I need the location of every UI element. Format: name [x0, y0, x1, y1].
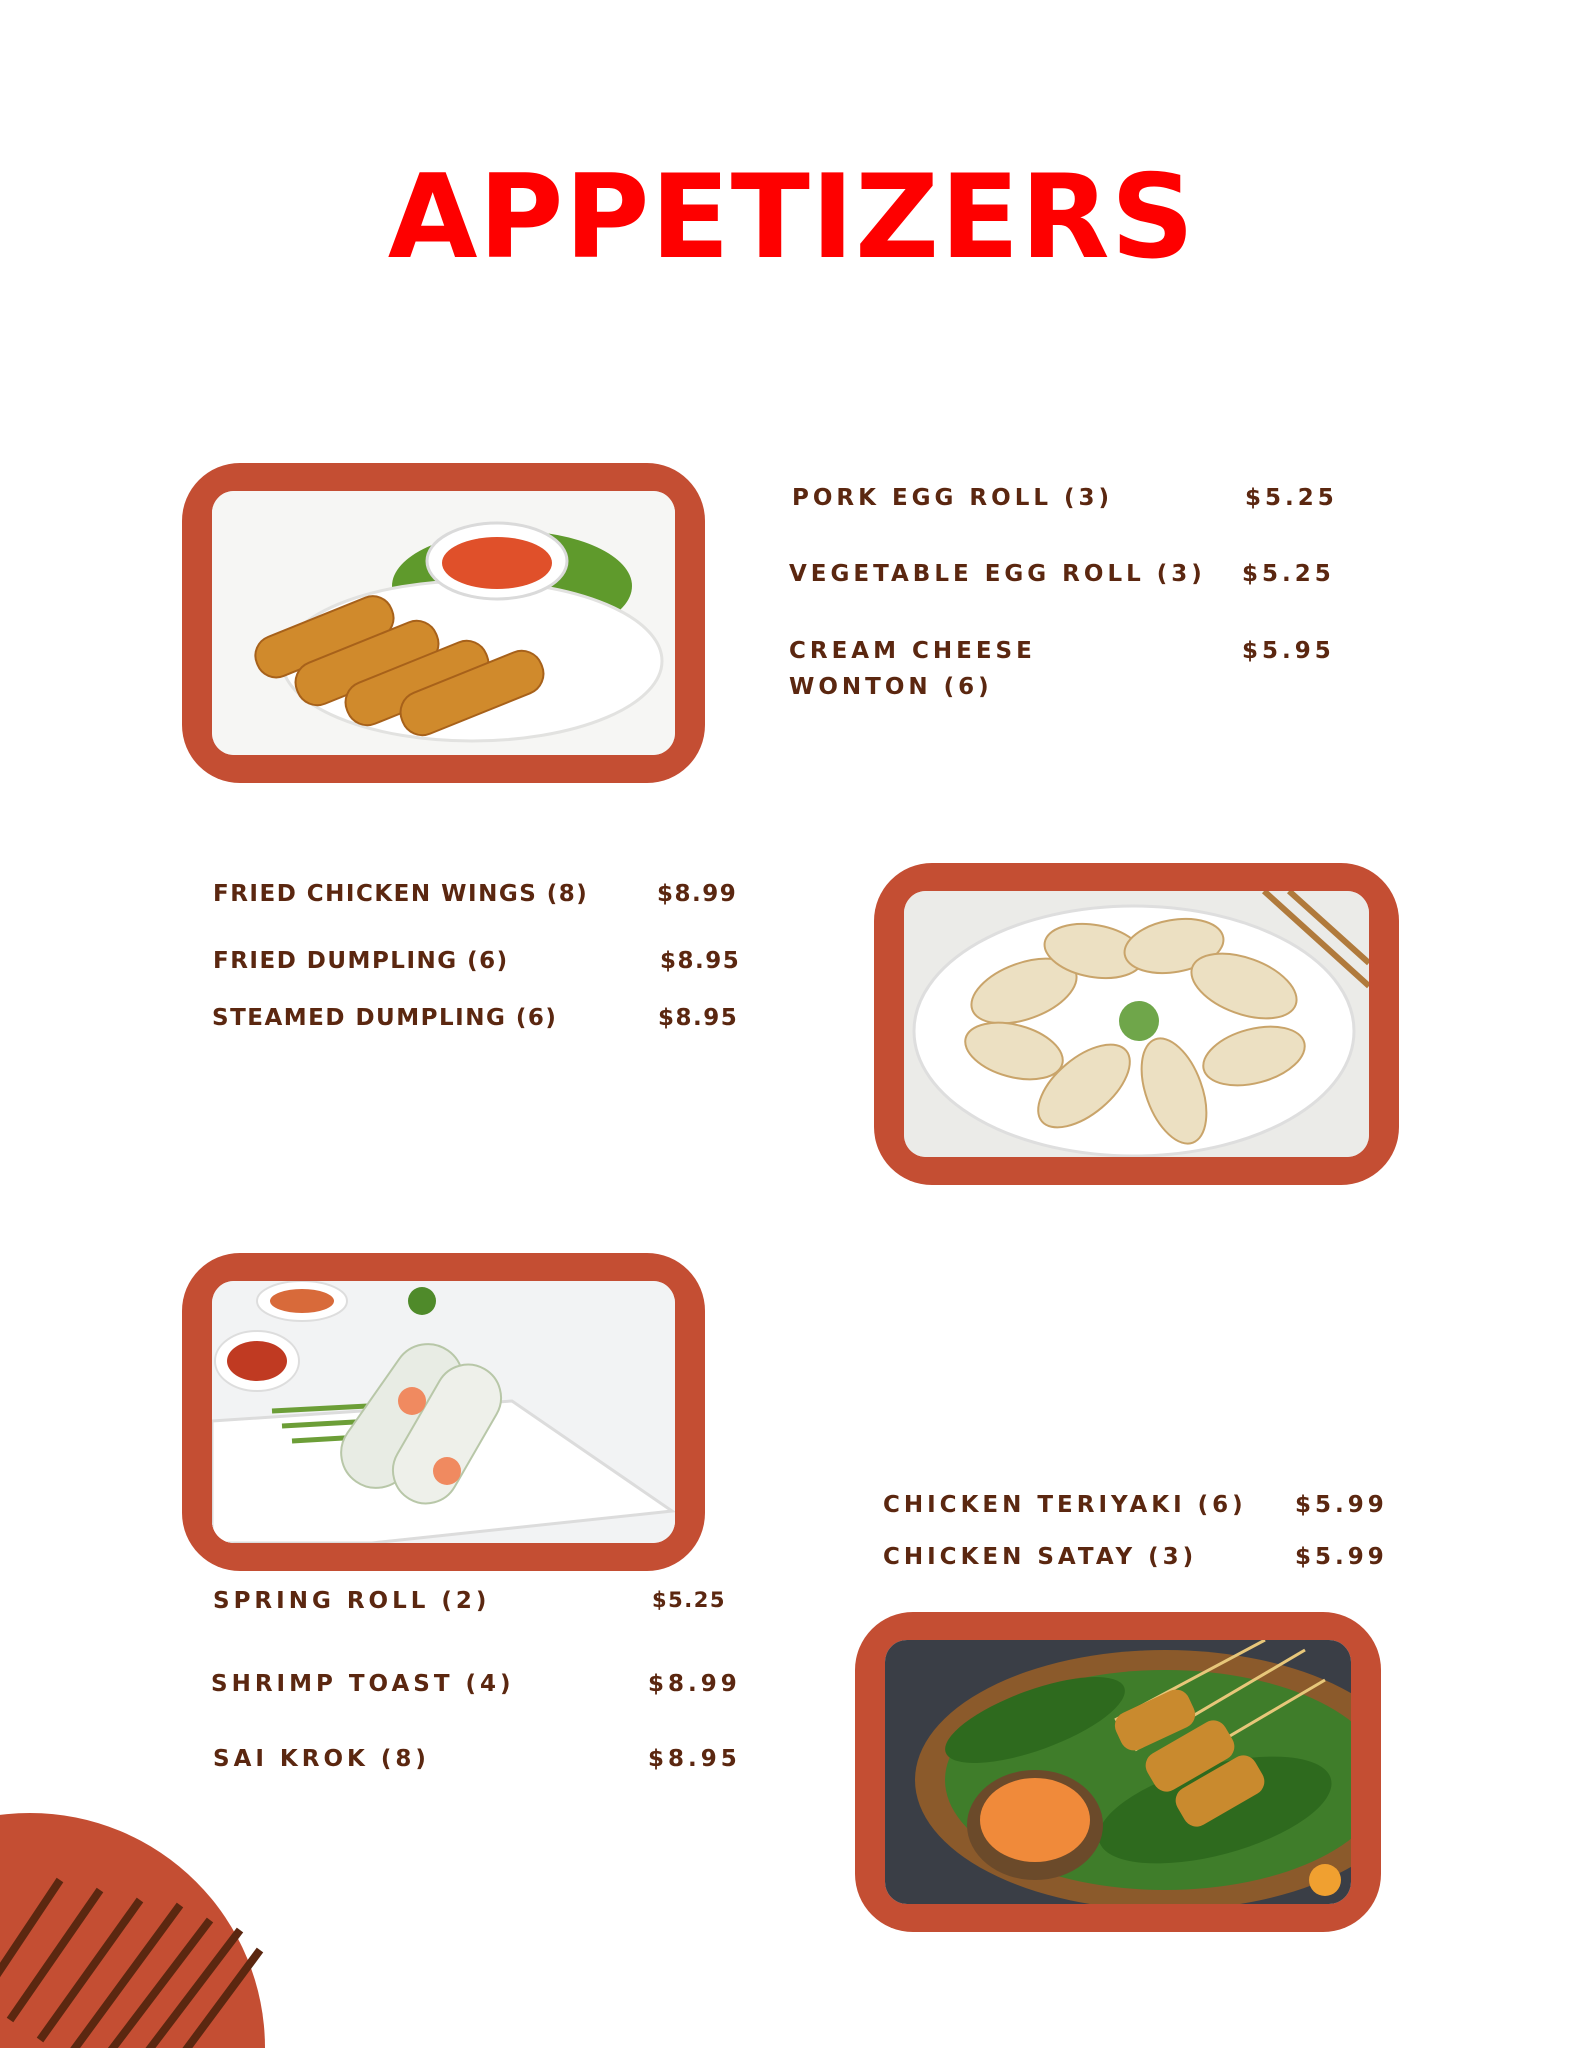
menu-item-price: $8.99	[657, 881, 738, 907]
menu-item-name: FRIED CHICKEN WINGS (8)	[213, 881, 589, 907]
satay-skewers-photo-frame	[855, 1612, 1381, 1932]
menu-item-name: WONTON (6)	[789, 674, 993, 700]
menu-item-price: $8.95	[658, 1005, 739, 1031]
menu-item-name: SPRING ROLL (2)	[213, 1588, 491, 1614]
menu-item-name: CHICKEN SATAY (3)	[883, 1544, 1198, 1570]
menu-item-name: PORK EGG ROLL (3)	[792, 485, 1114, 511]
menu-item-name: STEAMED DUMPLING (6)	[212, 1005, 558, 1031]
menu-item-name: SAI KROK (8)	[213, 1746, 430, 1772]
page-title: APPETIZERS	[387, 150, 1196, 285]
satay-skewers-photo	[885, 1640, 1351, 1904]
decorative-circle-stripes	[0, 1780, 270, 2048]
menu-item-price: $5.25	[1242, 561, 1335, 587]
menu-item-price: $5.25	[652, 1588, 726, 1612]
spring-rolls-photo-frame	[182, 1253, 705, 1571]
menu-item-name: CHICKEN TERIYAKI (6)	[883, 1492, 1247, 1518]
egg-rolls-photo	[212, 491, 675, 755]
dumplings-photo	[904, 891, 1369, 1157]
menu-item-price: $8.99	[648, 1671, 741, 1697]
spring-rolls-photo	[212, 1281, 675, 1543]
egg-rolls-photo-frame	[182, 463, 705, 783]
dumplings-photo-frame	[874, 863, 1399, 1185]
menu-item-name: SHRIMP TOAST (4)	[211, 1671, 515, 1697]
menu-item-price: $5.25	[1245, 485, 1338, 511]
menu-item-price: $5.99	[1295, 1544, 1388, 1570]
menu-item-price: $5.95	[1242, 638, 1335, 664]
menu-item-price: $8.95	[660, 948, 741, 974]
menu-item-name: CREAM CHEESE	[789, 638, 1036, 664]
menu-item-price: $5.99	[1295, 1492, 1388, 1518]
menu-item-name: VEGETABLE EGG ROLL (3)	[789, 561, 1206, 587]
menu-item-price: $8.95	[648, 1746, 741, 1772]
menu-item-name: FRIED DUMPLING (6)	[213, 948, 509, 974]
